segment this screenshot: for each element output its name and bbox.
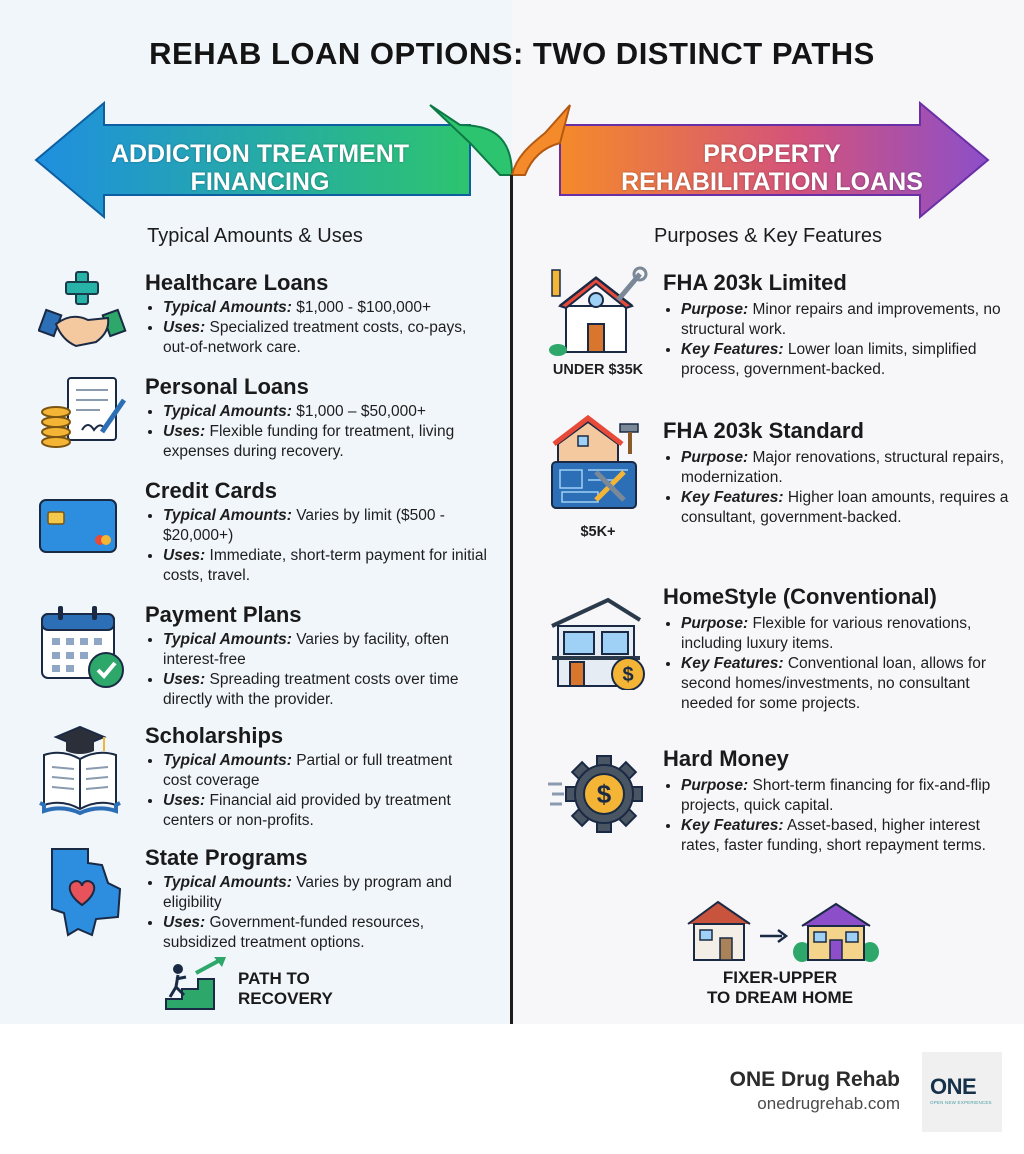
item-title: Personal Loans <box>145 374 309 399</box>
bullet-label: Typical Amounts: <box>163 631 292 648</box>
amount-bullet <box>163 873 483 913</box>
right-arrow-heading <box>592 140 952 196</box>
item-bullets <box>145 402 483 462</box>
item-bullets <box>663 614 1021 714</box>
bullet-text: Higher loan amounts, requires a consultant, government-backed. <box>681 489 1009 526</box>
amount-bullet <box>163 402 483 422</box>
brand-logo <box>922 1052 1002 1132</box>
bullet-label: Typical Amounts: <box>163 874 292 891</box>
bullet-label: Uses: <box>163 423 206 440</box>
right-heading-line2: REHABILITATION LOANS <box>621 168 923 196</box>
graduation-cap-book-icon <box>38 721 128 816</box>
bullet-label: Key Features: <box>681 655 784 672</box>
svg-text:$: $ <box>596 779 612 809</box>
brand-name: ONE Drug Rehab <box>729 1068 900 1091</box>
purpose-bullet <box>681 614 1021 654</box>
amount-bullet <box>163 751 483 791</box>
left-arrow-heading <box>80 140 440 196</box>
item-bullets <box>663 300 1011 380</box>
badge-line2: RECOVERY <box>238 989 333 1008</box>
stairs-climber-icon <box>162 955 232 1013</box>
right-heading-line1: PROPERTY <box>703 140 841 168</box>
bullet-text: Spreading treatment costs over time directly with the provider. <box>163 671 459 708</box>
bullet-text: $1,000 – $50,000+ <box>291 403 426 420</box>
bullet-text: $1,000 - $100,000+ <box>291 299 432 316</box>
item-title: FHA 203k Limited <box>663 270 847 295</box>
uses-bullet <box>163 318 483 358</box>
brand-url[interactable]: onedrugrehab.com <box>757 1094 900 1113</box>
house-blueprint-tools-icon <box>548 414 648 514</box>
item-bullets <box>145 873 483 953</box>
bullet-label: Uses: <box>163 792 206 809</box>
features-bullet <box>681 654 1021 714</box>
item-title: Payment Plans <box>145 602 302 627</box>
calendar-check-icon <box>38 600 128 690</box>
bullet-label: Purpose: <box>681 777 749 794</box>
amount-bullet <box>163 298 483 318</box>
item-bullets <box>145 298 483 358</box>
bullet-text: Immediate, short-term payment for initial costs, travel. <box>163 547 487 584</box>
icon-caption: $5K+ <box>580 524 616 540</box>
bullet-label: Uses: <box>163 547 206 564</box>
path-to-recovery-label <box>238 969 333 1009</box>
bullet-label: Uses: <box>163 671 206 688</box>
badge-line1: FIXER-UPPER <box>722 968 838 987</box>
icon-caption: UNDER $35K <box>552 362 644 378</box>
bullet-text: Major renovations, structural repairs, modernization. <box>681 449 1005 486</box>
item-bullets <box>145 751 483 831</box>
logo-text: ONE <box>930 1074 977 1099</box>
bullet-text: Minor repairs and improvements, no structural work. <box>681 301 1001 338</box>
uses-bullet <box>163 913 483 953</box>
left-heading-line1: ADDICTION TREATMENT <box>110 140 410 168</box>
features-bullet <box>681 816 1011 856</box>
item-bullets <box>663 776 1011 856</box>
bullet-text: Partial or full treatment cost coverage <box>163 752 453 789</box>
bullet-label: Key Features: <box>681 341 784 358</box>
bullet-text: Flexible for various renovations, including luxury items. <box>681 615 972 652</box>
item-bullets <box>663 448 1011 528</box>
item-title: State Programs <box>145 845 308 870</box>
purpose-bullet <box>681 776 1011 816</box>
bullet-text: Varies by limit ($500 - $20,000+) <box>163 507 445 544</box>
item-title: Healthcare Loans <box>145 270 329 295</box>
item-title: HomeStyle (Conventional) <box>663 584 937 609</box>
bullet-text: Conventional loan, allows for second homes/investments, no consultant needed for some projects. <box>681 655 986 712</box>
bullet-text: Specialized treatment costs, co-pays, out-of-network care. <box>163 319 467 356</box>
left-subheading: Typical Amounts & Uses <box>147 225 363 247</box>
item-bullets <box>145 630 493 710</box>
right-subheading: Purposes & Key Features <box>654 225 882 247</box>
uses-bullet <box>163 791 483 831</box>
bullet-label: Key Features: <box>681 817 784 834</box>
bullet-label: Typical Amounts: <box>163 507 292 524</box>
bullet-text: Government-funded resources, subsidized treatment options. <box>163 914 425 951</box>
features-bullet <box>681 488 1011 528</box>
item-title: Scholarships <box>145 723 284 748</box>
bullet-label: Typical Amounts: <box>163 299 292 316</box>
bullet-label: Typical Amounts: <box>163 403 292 420</box>
coins-document-icon <box>38 372 128 462</box>
amount-bullet <box>163 630 493 670</box>
uses-bullet <box>163 422 483 462</box>
left-heading-line2: FINANCING <box>190 168 330 196</box>
badge-line2: TO DREAM HOME <box>706 988 854 1007</box>
credit-card-icon <box>38 476 128 566</box>
center-divider <box>510 175 513 1024</box>
bullet-label: Purpose: <box>681 449 749 466</box>
bullet-label: Uses: <box>163 914 206 931</box>
fixer-upper-label <box>680 968 880 1008</box>
bullet-label: Key Features: <box>681 489 784 506</box>
bullet-text: Flexible funding for treatment, living expenses during recovery. <box>163 423 455 460</box>
bullet-label: Typical Amounts: <box>163 752 292 769</box>
footer-brand <box>730 1068 900 1114</box>
features-bullet <box>681 340 1011 380</box>
house-paintbrush-wrench-icon <box>548 266 648 361</box>
state-heart-icon <box>38 843 128 938</box>
gear-dollar-icon <box>548 742 648 842</box>
svg-text:$: $ <box>622 664 634 686</box>
bullet-text: Short-term financing for fix-and-flip projects, quick capital. <box>681 777 991 814</box>
bullet-label: Purpose: <box>681 615 749 632</box>
handshake-medical-cross-icon <box>38 268 128 358</box>
logo-tagline: OPEN NEW EXPERIENCES <box>930 1100 992 1105</box>
bullet-text: Varies by program and eligibility <box>163 874 452 911</box>
item-title: Credit Cards <box>145 478 278 503</box>
fixer-upper-to-dream-home-icon <box>684 898 884 964</box>
item-title: Hard Money <box>663 746 789 771</box>
purpose-bullet <box>681 448 1011 488</box>
purpose-bullet <box>681 300 1011 340</box>
bullet-text: Asset-based, higher interest rates, faster funding, short repayment terms. <box>681 817 986 854</box>
item-bullets <box>145 506 493 586</box>
amount-bullet <box>163 506 493 546</box>
bullet-text: Varies by facility, often interest-free <box>163 631 449 668</box>
bullet-label: Purpose: <box>681 301 749 318</box>
bullet-text: Lower loan limits, simplified process, government-backed. <box>681 341 977 378</box>
uses-bullet <box>163 546 493 586</box>
main-title: REHAB LOAN OPTIONS: TWO DISTINCT PATHS <box>149 36 875 71</box>
badge-line1: PATH TO <box>238 969 310 988</box>
modern-house-dollar-icon <box>548 580 648 690</box>
bullet-label: Uses: <box>163 319 206 336</box>
item-title: FHA 203k Standard <box>663 418 864 443</box>
uses-bullet <box>163 670 493 710</box>
bullet-text: Financial aid provided by treatment centers or non-profits. <box>163 792 451 829</box>
